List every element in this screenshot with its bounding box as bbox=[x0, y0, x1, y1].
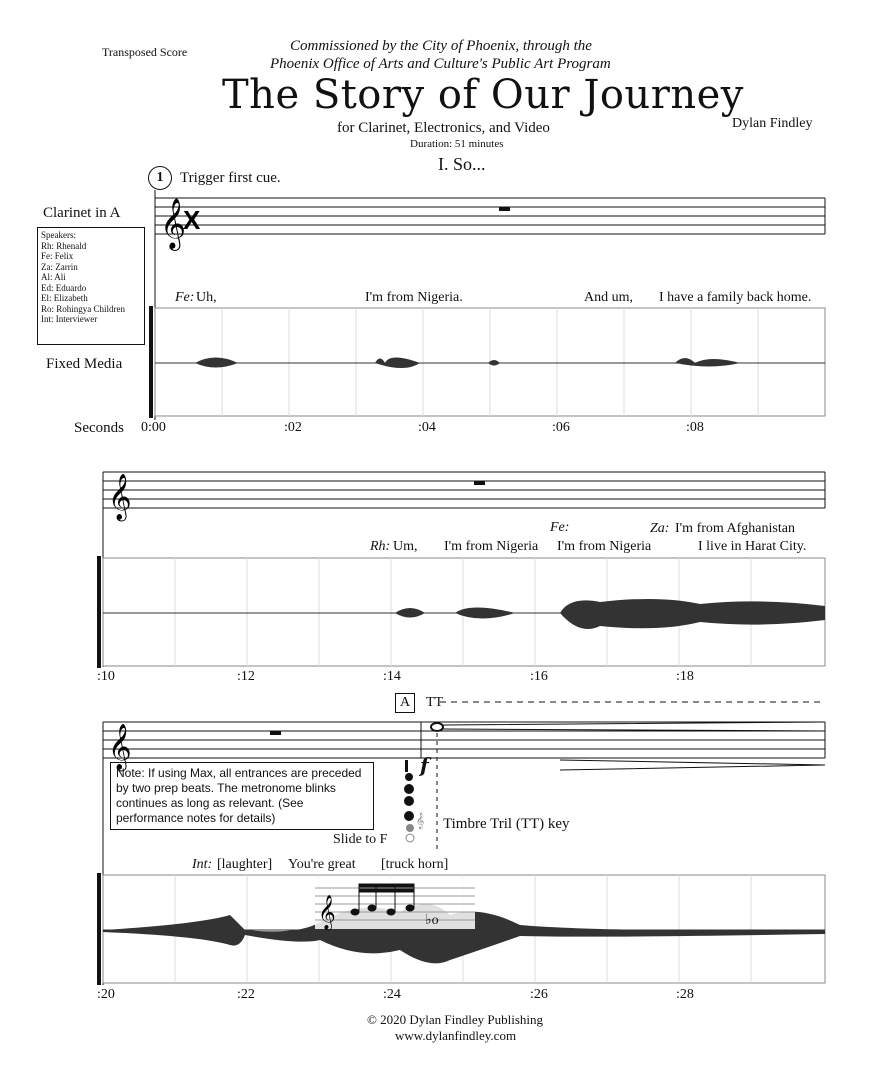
time-tick: :28 bbox=[676, 987, 694, 1002]
copyright: © 2020 Dylan Findley Publishing bbox=[367, 1012, 543, 1027]
lyric: Um, bbox=[393, 539, 418, 554]
lyric: Uh, bbox=[196, 290, 217, 305]
svg-text:♭o: ♭o bbox=[425, 913, 439, 928]
commission-line-2: Phoenix Office of Arts and Culture's Public Art Program bbox=[270, 56, 611, 72]
whole-rest-icon bbox=[270, 731, 281, 735]
performance-note: Note: If using Max, all entrances are preceded by two prep beats. The metronome blinks continues as long as relevant. (See performance notes for details) bbox=[110, 762, 374, 830]
fixed-media-label: Fixed Media bbox=[46, 356, 123, 372]
speaker-rh: Rh: bbox=[370, 539, 391, 554]
whole-note-icon bbox=[431, 723, 443, 731]
speaker-int: Int: bbox=[192, 857, 213, 872]
composer-name: Dylan Findley bbox=[732, 116, 813, 131]
time-tick: :04 bbox=[418, 420, 436, 435]
media-barline-3 bbox=[97, 873, 101, 985]
timbre-trill-mark: TT bbox=[426, 695, 444, 710]
treble-clef-icon: 𝄞 bbox=[160, 198, 187, 249]
seconds-label: Seconds bbox=[74, 420, 124, 436]
dynamic-forte: f bbox=[420, 753, 429, 777]
lyric: [truck horn] bbox=[381, 857, 449, 872]
speaker-za: Za: bbox=[650, 521, 670, 536]
tie-line bbox=[443, 722, 825, 731]
speaker-fe: Fe: bbox=[175, 290, 195, 305]
time-tick: :20 bbox=[97, 987, 115, 1002]
waveform-2 bbox=[103, 599, 825, 629]
speaker-entry: Rh: Rhenald bbox=[41, 240, 87, 251]
lyric: And um, bbox=[584, 290, 633, 305]
lyric: I'm from Nigeria bbox=[444, 539, 539, 554]
lyric: I live in Harat City. bbox=[698, 539, 807, 554]
speaker-entry: Ro: Rohingya Children bbox=[41, 303, 125, 314]
timbre-trill-label: Timbre Tril (TT) key bbox=[443, 816, 570, 832]
lyric: I'm from Afghanistan bbox=[675, 521, 795, 536]
whole-rest-icon bbox=[499, 207, 510, 211]
time-tick: :16 bbox=[530, 669, 548, 684]
speaker-entry: Ed: Eduardo bbox=[41, 282, 87, 293]
time-tick: :12 bbox=[237, 669, 255, 684]
rehearsal-mark-a: A bbox=[395, 693, 415, 713]
speaker-entry: Za: Zarrin bbox=[41, 261, 78, 272]
media-barline-1 bbox=[149, 306, 153, 418]
time-tick: :06 bbox=[552, 420, 570, 435]
diminuendo-hairpin bbox=[560, 760, 825, 770]
treble-clef-icon: 𝄞 bbox=[108, 724, 132, 770]
speaker-entry: Int: Interviewer bbox=[41, 314, 98, 324]
time-tick: :24 bbox=[383, 987, 401, 1002]
time-tick: :10 bbox=[97, 669, 115, 684]
time-tick: :26 bbox=[530, 987, 548, 1002]
time-tick: :02 bbox=[284, 420, 302, 435]
svg-text:𝄞: 𝄞 bbox=[416, 813, 425, 829]
duration: Duration: 51 minutes bbox=[410, 138, 504, 150]
media-barline-2 bbox=[97, 556, 101, 668]
time-tick: :18 bbox=[676, 669, 694, 684]
cue-number-circle: 1 bbox=[148, 166, 172, 190]
time-tick: 0:00 bbox=[141, 420, 166, 435]
treble-clef-icon: 𝄞 bbox=[318, 895, 336, 930]
lyric: I'm from Nigeria. bbox=[365, 290, 463, 305]
commission-line-1: Commissioned by the City of Phoenix, through the bbox=[290, 38, 592, 54]
piece-title: The Story of Our Journey bbox=[222, 72, 744, 118]
transposed-score-label: Transposed Score bbox=[102, 45, 188, 59]
speaker-entry: Al: Ali bbox=[41, 272, 66, 282]
time-tick: :22 bbox=[237, 987, 255, 1002]
staff-system-2 bbox=[103, 472, 825, 667]
lyric: I have a family back home. bbox=[659, 290, 812, 305]
clarinet-label: Clarinet in A bbox=[43, 205, 121, 221]
speaker-fe: Fe: bbox=[550, 520, 570, 535]
time-tick: :14 bbox=[383, 669, 401, 684]
speakers-heading: Speakers: bbox=[41, 230, 76, 240]
cue-instruction: Trigger first cue. bbox=[180, 170, 281, 186]
time-tick: :08 bbox=[686, 420, 704, 435]
publisher-url[interactable]: www.dylanfindley.com bbox=[395, 1028, 517, 1043]
slide-instruction: Slide to F bbox=[333, 832, 388, 847]
lyric: You're great bbox=[288, 857, 356, 872]
lyric: [laughter] bbox=[217, 857, 273, 872]
instrumentation-subtitle: for Clarinet, Electronics, and Video bbox=[337, 120, 550, 136]
lyric: I'm from Nigeria bbox=[557, 539, 652, 554]
whole-rest-icon bbox=[474, 481, 485, 485]
speaker-entry: El: Elizabeth bbox=[41, 293, 88, 303]
x-notehead-icon: X bbox=[183, 205, 201, 235]
treble-clef-icon: 𝄞 bbox=[108, 474, 132, 520]
speaker-entry: Fe: Felix bbox=[41, 251, 74, 261]
movement-title: I. So... bbox=[438, 154, 486, 174]
